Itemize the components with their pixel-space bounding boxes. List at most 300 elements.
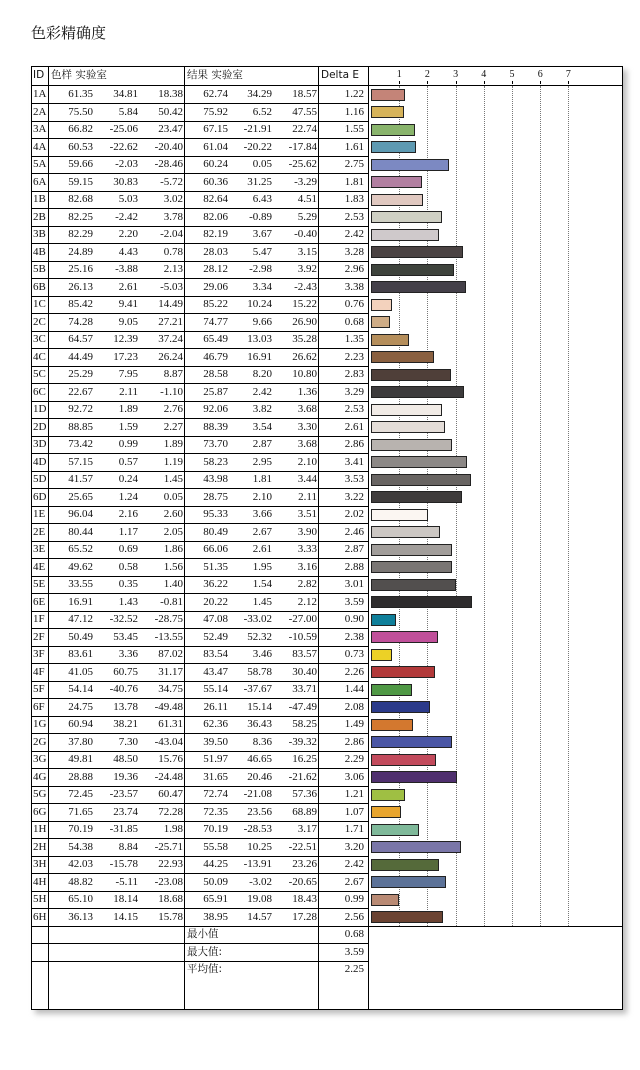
result-lab-value: 2.10 — [297, 455, 317, 468]
delta-e-bar — [371, 456, 467, 468]
result-lab-value: 58.23 — [203, 455, 228, 468]
sample-lab-value: 88.85 — [68, 420, 93, 433]
delta-e-value: 2.29 — [344, 753, 364, 765]
result-lab-value: 10.25 — [247, 840, 272, 853]
result-lab-value: 28.03 — [203, 245, 228, 258]
result-lab-value: 85.22 — [203, 298, 228, 310]
result-lab-value: 10.24 — [247, 298, 272, 310]
sample-lab-value: 2.16 — [118, 508, 138, 520]
sample-lab-value: 2.13 — [163, 263, 183, 275]
sample-lab-value: 60.47 — [158, 788, 183, 800]
result-lab-value: 47.08 — [203, 613, 228, 625]
axis-tick-label: 6 — [537, 69, 543, 80]
result-lab-value: 3.90 — [297, 525, 317, 538]
row-id: 2C — [33, 315, 46, 328]
sample-lab-value: -40.76 — [109, 683, 138, 695]
delta-e-bar — [371, 439, 452, 451]
result-lab-value: 8.20 — [252, 368, 272, 380]
result-lab-value: 2.42 — [252, 385, 272, 398]
sample-lab-value: 65.52 — [68, 543, 93, 555]
sample-lab-value: 25.65 — [68, 490, 93, 503]
sample-lab-value: -1.10 — [160, 385, 183, 398]
result-lab-value: 65.91 — [203, 893, 228, 905]
result-lab-value: 3.54 — [252, 420, 272, 433]
axis-tick-mark — [427, 81, 428, 84]
sample-lab-value: 2.61 — [118, 280, 138, 293]
sample-lab-value: 3.36 — [118, 648, 138, 660]
result-lab-value: 5.29 — [297, 210, 317, 223]
sample-lab-value: 42.03 — [68, 858, 93, 870]
sample-lab-value: 1.45 — [163, 473, 183, 485]
result-lab-value: 83.54 — [203, 648, 228, 660]
result-lab-value: 62.74 — [203, 88, 228, 100]
delta-e-bar — [371, 666, 435, 678]
result-lab-value: 82.64 — [203, 193, 228, 205]
result-lab-value: 16.25 — [292, 753, 317, 765]
result-lab-value: 3.92 — [297, 263, 317, 275]
delta-e-value: 3.59 — [344, 595, 364, 608]
sample-lab-value: 71.65 — [68, 805, 93, 818]
result-lab-value: 43.47 — [203, 665, 228, 678]
sample-lab-value: 31.17 — [158, 665, 183, 678]
result-lab-value: 68.89 — [292, 805, 317, 818]
row-id: 5A — [33, 158, 47, 170]
result-lab-value: 67.15 — [203, 123, 228, 135]
result-lab-value: 31.25 — [247, 175, 272, 188]
delta-e-value: 2.86 — [344, 735, 364, 748]
result-lab-value: -20.22 — [243, 140, 272, 153]
result-lab-value: -25.62 — [288, 158, 317, 170]
sample-lab-value: 30.83 — [113, 175, 138, 188]
result-lab-value: 9.66 — [252, 315, 272, 328]
sample-lab-value: 80.44 — [68, 525, 93, 538]
header-id: ID — [33, 69, 45, 81]
delta-e-bar — [371, 106, 404, 118]
sample-lab-value: 22.67 — [68, 385, 93, 398]
delta-e-value: 1.44 — [344, 683, 364, 695]
sample-lab-value: 87.02 — [158, 648, 183, 660]
sample-lab-value: 53.45 — [113, 630, 138, 643]
row-id: 4B — [33, 245, 46, 258]
delta-e-bar — [371, 404, 442, 416]
result-lab-value: 0.05 — [252, 158, 272, 170]
sample-lab-value: 5.03 — [118, 193, 138, 205]
delta-e-value: 1.35 — [344, 333, 364, 345]
delta-e-value: 1.49 — [344, 718, 364, 730]
sample-lab-value: 1.89 — [163, 438, 183, 450]
delta-e-value: 3.06 — [344, 770, 364, 783]
result-lab-value: 1.54 — [252, 578, 272, 590]
sample-lab-value: 2.05 — [163, 525, 183, 538]
axis-tick-label: 7 — [565, 69, 571, 80]
sample-lab-value: 72.28 — [158, 805, 183, 818]
sample-lab-value: 60.53 — [68, 140, 93, 153]
sample-lab-value: 1.19 — [163, 455, 183, 468]
result-lab-value: 61.04 — [203, 140, 228, 153]
delta-e-bar — [371, 596, 472, 608]
result-lab-value: 3.17 — [297, 823, 317, 835]
gridline — [568, 86, 569, 926]
sample-lab-value: 1.89 — [118, 403, 138, 415]
row-id: 2E — [33, 525, 46, 538]
delta-e-bar — [371, 421, 445, 433]
axis-tick-mark — [484, 81, 485, 84]
result-lab-value: 65.49 — [203, 333, 228, 345]
result-lab-value: 3.34 — [252, 280, 272, 293]
delta-e-value: 3.28 — [344, 245, 364, 258]
delta-e-bar — [371, 701, 430, 713]
result-lab-value: 22.74 — [292, 123, 317, 135]
chart-bottom-line — [369, 926, 622, 927]
delta-e-bar — [371, 386, 464, 398]
result-lab-value: -17.84 — [288, 140, 317, 153]
delta-e-value: 2.02 — [344, 508, 364, 520]
sample-lab-value: 0.24 — [118, 473, 138, 485]
sample-lab-value: 49.81 — [68, 753, 93, 765]
result-lab-value: 3.51 — [297, 508, 317, 520]
delta-e-value: 3.41 — [344, 455, 364, 468]
row-id: 5G — [33, 788, 47, 800]
sample-lab-value: 57.15 — [68, 455, 93, 468]
sample-lab-value: 1.17 — [118, 525, 138, 538]
result-lab-value: 1.95 — [252, 560, 272, 573]
delta-e-value: 2.86 — [344, 438, 364, 450]
sample-lab-value: 37.24 — [158, 333, 183, 345]
delta-e-value: 2.38 — [344, 630, 364, 643]
result-lab-value: 2.61 — [252, 543, 272, 555]
result-lab-value: 15.22 — [292, 298, 317, 310]
result-lab-value: 25.87 — [203, 385, 228, 398]
result-lab-value: 3.68 — [297, 438, 317, 450]
result-lab-value: 3.67 — [252, 228, 272, 240]
delta-e-value: 0.73 — [344, 648, 364, 660]
sample-lab-value: 15.76 — [158, 753, 183, 765]
result-lab-value: 31.65 — [203, 770, 228, 783]
result-lab-value: 1.36 — [297, 385, 317, 398]
delta-e-bar — [371, 736, 452, 748]
sample-lab-value: 59.15 — [68, 175, 93, 188]
result-lab-value: 18.57 — [292, 88, 317, 100]
row-id: 3F — [33, 648, 45, 660]
delta-e-value: 3.22 — [344, 490, 364, 503]
result-lab-value: 47.55 — [292, 105, 317, 118]
sample-lab-value: 14.15 — [113, 910, 138, 923]
result-lab-value: 2.11 — [298, 490, 317, 503]
result-lab-value: 2.87 — [252, 438, 272, 450]
row-id: 1G — [33, 718, 47, 730]
sample-lab-value: 82.68 — [68, 193, 93, 205]
result-lab-value: 2.10 — [252, 490, 272, 503]
sample-lab-value: 92.72 — [68, 403, 93, 415]
sample-lab-value: 15.78 — [158, 910, 183, 923]
delta-e-value: 3.01 — [344, 578, 364, 590]
row-id: 1F — [33, 613, 45, 625]
sample-lab-value: -3.88 — [115, 263, 138, 275]
row-id: 2F — [33, 630, 45, 643]
sample-lab-value: 61.35 — [68, 88, 93, 100]
sample-lab-value: 75.50 — [68, 105, 93, 118]
result-lab-value: 19.08 — [247, 893, 272, 905]
row-id: 5E — [33, 578, 46, 590]
delta-e-bar — [371, 264, 454, 276]
delta-e-bar — [371, 894, 399, 906]
delta-e-bar — [371, 124, 415, 136]
sample-lab-value: 83.61 — [68, 648, 93, 660]
sample-lab-value: -20.40 — [154, 140, 183, 153]
result-lab-value: 43.98 — [203, 473, 228, 485]
result-lab-value: 2.12 — [297, 595, 317, 608]
sample-lab-value: 17.23 — [113, 350, 138, 363]
sample-lab-value: 38.21 — [113, 718, 138, 730]
result-lab-value: -13.91 — [243, 858, 272, 870]
result-lab-value: 55.14 — [203, 683, 228, 695]
sample-lab-value: -0.81 — [160, 595, 183, 608]
delta-e-bar — [371, 229, 439, 241]
gridline — [512, 86, 513, 926]
sample-lab-value: 0.99 — [118, 438, 138, 450]
max-value: 3.59 — [344, 945, 364, 958]
sample-lab-value: 1.86 — [163, 543, 183, 555]
sample-lab-value: -13.55 — [154, 630, 183, 643]
delta-e-value: 2.53 — [344, 403, 364, 415]
sample-lab-value: 4.43 — [118, 245, 138, 258]
delta-e-bar — [371, 159, 449, 171]
sample-lab-value: -24.48 — [154, 770, 183, 783]
sample-lab-value: 60.75 — [113, 665, 138, 678]
delta-e-bar — [371, 614, 396, 626]
result-lab-value: 52.32 — [247, 630, 272, 643]
sample-lab-value: 13.78 — [113, 700, 138, 713]
result-lab-value: 50.09 — [203, 875, 228, 888]
row-id: 6D — [33, 490, 47, 503]
sample-lab-value: 1.24 — [118, 490, 138, 503]
row-id: 6E — [33, 595, 46, 608]
sample-lab-value: 3.02 — [163, 193, 183, 205]
sample-lab-value: 8.84 — [118, 840, 138, 853]
result-lab-value: 74.77 — [203, 315, 228, 328]
axis-tick-mark — [540, 81, 541, 84]
sample-lab-value: 72.45 — [68, 788, 93, 800]
delta-e-bar — [371, 544, 452, 556]
sample-lab-value: 73.42 — [68, 438, 93, 450]
sample-lab-value: 3.78 — [163, 210, 183, 223]
sample-lab-value: 1.40 — [163, 578, 183, 590]
row-id: 5C — [33, 368, 46, 380]
sample-lab-value: 61.31 — [158, 718, 183, 730]
result-lab-value: -39.32 — [288, 735, 317, 748]
delta-e-bar — [371, 316, 390, 328]
result-lab-value: 51.97 — [203, 753, 228, 765]
sample-lab-value: 23.47 — [158, 123, 183, 135]
delta-e-value: 2.42 — [344, 228, 364, 240]
result-lab-value: 28.58 — [203, 368, 228, 380]
sample-lab-value: 54.38 — [68, 840, 93, 853]
row-id: 4G — [33, 770, 47, 783]
row-id: 4H — [33, 875, 47, 888]
row-id: 1C — [33, 298, 46, 310]
delta-e-bar — [371, 369, 451, 381]
result-lab-value: 28.75 — [203, 490, 228, 503]
result-lab-value: 82.19 — [203, 228, 228, 240]
sample-lab-value: 7.95 — [118, 368, 138, 380]
result-lab-value: -10.59 — [288, 630, 317, 643]
result-lab-value: -20.65 — [288, 875, 317, 888]
sample-lab-value: 7.30 — [118, 735, 138, 748]
sample-lab-value: -23.57 — [109, 788, 138, 800]
delta-e-bar — [371, 176, 422, 188]
result-lab-value: 33.71 — [292, 683, 317, 695]
result-lab-value: 39.50 — [203, 735, 228, 748]
row-id: 3D — [33, 438, 47, 450]
delta-e-value: 1.71 — [344, 823, 364, 835]
result-lab-value: 66.06 — [203, 543, 228, 555]
delta-e-value: 2.42 — [344, 858, 364, 870]
delta-e-value: 2.75 — [344, 158, 364, 170]
sample-lab-value: 60.94 — [68, 718, 93, 730]
col-line-result — [318, 67, 319, 1009]
delta-e-bar — [371, 806, 401, 818]
result-lab-value: 1.81 — [252, 473, 272, 485]
sample-lab-value: -32.52 — [109, 613, 138, 625]
gridline — [540, 86, 541, 926]
result-lab-value: 16.91 — [247, 350, 272, 363]
row-id: 5F — [33, 683, 45, 695]
sample-lab-value: 2.27 — [163, 420, 183, 433]
row-id: 1E — [33, 508, 46, 520]
delta-e-value: 1.22 — [344, 88, 364, 100]
sample-lab-value: 18.14 — [113, 893, 138, 905]
sample-lab-value: -5.03 — [160, 280, 183, 293]
sample-lab-value: 82.25 — [68, 210, 93, 223]
sample-lab-value: 0.69 — [118, 543, 138, 555]
delta-e-bar — [371, 631, 438, 643]
result-lab-value: 2.67 — [252, 525, 272, 538]
avg-value: 2.25 — [344, 963, 364, 975]
sample-lab-value: -49.48 — [154, 700, 183, 713]
sample-lab-value: 2.20 — [118, 228, 138, 240]
row-id: 6H — [33, 910, 47, 923]
result-lab-value: 44.25 — [203, 858, 228, 870]
result-lab-value: 4.51 — [297, 193, 317, 205]
result-lab-value: 36.22 — [203, 578, 228, 590]
delta-e-value: 3.38 — [344, 280, 364, 293]
result-lab-value: -33.02 — [243, 613, 272, 625]
sample-lab-value: 2.60 — [163, 508, 183, 520]
delta-e-value: 1.81 — [344, 175, 364, 188]
header-result: 结果 实验室 — [187, 69, 243, 81]
result-lab-value: 57.36 — [292, 788, 317, 800]
result-lab-value: 60.36 — [203, 175, 228, 188]
row-id: 1A — [33, 88, 47, 100]
sample-lab-value: 18.38 — [158, 88, 183, 100]
result-lab-value: 88.39 — [203, 420, 228, 433]
row-id: 2G — [33, 735, 47, 748]
sample-lab-value: 48.50 — [113, 753, 138, 765]
sample-lab-value: 22.93 — [158, 858, 183, 870]
sample-lab-value: 19.36 — [113, 770, 138, 783]
row-id: 3E — [33, 543, 46, 555]
delta-e-value: 0.99 — [344, 893, 364, 905]
result-lab-value: -3.29 — [294, 175, 317, 188]
row-id: 6F — [33, 700, 45, 713]
axis-tick-mark — [399, 81, 400, 84]
sample-lab-value: 36.13 — [68, 910, 93, 923]
sample-lab-value: -43.04 — [154, 735, 183, 748]
result-lab-value: 82.06 — [203, 210, 228, 223]
header-sample: 色样 实验室 — [51, 69, 107, 81]
row-id: 2D — [33, 420, 47, 433]
header-delta-e: Delta E — [321, 69, 359, 81]
axis-tick-label: 3 — [453, 69, 459, 80]
axis-tick-label: 4 — [481, 69, 487, 80]
delta-e-bar — [371, 789, 405, 801]
result-lab-value: -21.91 — [243, 123, 272, 135]
row-id: 4A — [33, 140, 47, 153]
sample-lab-value: 0.57 — [118, 455, 138, 468]
result-lab-value: 17.28 — [292, 910, 317, 923]
delta-e-bar — [371, 824, 419, 836]
delta-e-bar — [371, 299, 392, 311]
row-id: 6G — [33, 805, 47, 818]
result-lab-value: 29.06 — [203, 280, 228, 293]
axis-tick-label: 2 — [424, 69, 430, 80]
sample-lab-value: -5.11 — [115, 875, 138, 888]
sample-lab-value: 70.19 — [68, 823, 93, 835]
result-lab-value: 3.46 — [252, 648, 272, 660]
delta-e-value: 2.56 — [344, 910, 364, 923]
result-lab-value: 34.29 — [247, 88, 272, 100]
row-id: 1H — [33, 823, 47, 835]
result-lab-value: 3.15 — [297, 245, 317, 258]
delta-e-bar — [371, 141, 416, 153]
result-lab-value: 14.57 — [247, 910, 272, 923]
sample-lab-value: 82.29 — [68, 228, 93, 240]
gridline — [456, 86, 457, 926]
row-id: 5B — [33, 263, 46, 275]
sample-lab-value: -15.78 — [109, 858, 138, 870]
result-lab-value: 58.25 — [292, 718, 317, 730]
result-lab-value: 26.11 — [203, 700, 228, 713]
row-id: 2B — [33, 210, 46, 223]
delta-e-value: 1.16 — [344, 105, 364, 118]
sample-lab-value: 25.29 — [68, 368, 93, 380]
sample-lab-value: -2.42 — [115, 210, 138, 223]
sample-lab-value: 26.13 — [68, 280, 93, 293]
delta-e-bar — [371, 579, 456, 591]
sample-lab-value: 49.62 — [68, 560, 93, 573]
result-lab-value: 55.58 — [203, 840, 228, 853]
col-line-chart — [368, 67, 369, 1009]
result-lab-value: -3.02 — [249, 875, 272, 888]
result-lab-value: 1.45 — [252, 595, 272, 608]
sample-lab-value: 0.58 — [118, 560, 138, 573]
delta-e-value: 0.90 — [344, 613, 364, 625]
result-lab-value: 72.35 — [203, 805, 228, 818]
sample-lab-value: 50.42 — [158, 105, 183, 118]
delta-e-bar — [371, 771, 457, 783]
row-id: 3A — [33, 123, 47, 135]
result-lab-value: -2.98 — [249, 263, 272, 275]
sample-lab-value: 2.11 — [119, 385, 138, 398]
row-id: 1B — [33, 193, 46, 205]
sample-lab-value: 1.59 — [118, 420, 138, 433]
delta-e-bar — [371, 526, 440, 538]
sample-lab-value: -2.04 — [160, 228, 183, 240]
result-lab-value: 72.74 — [203, 788, 228, 800]
result-lab-value: -21.08 — [243, 788, 272, 800]
col-line-sample — [184, 67, 185, 1009]
result-lab-value: -27.00 — [288, 613, 317, 625]
